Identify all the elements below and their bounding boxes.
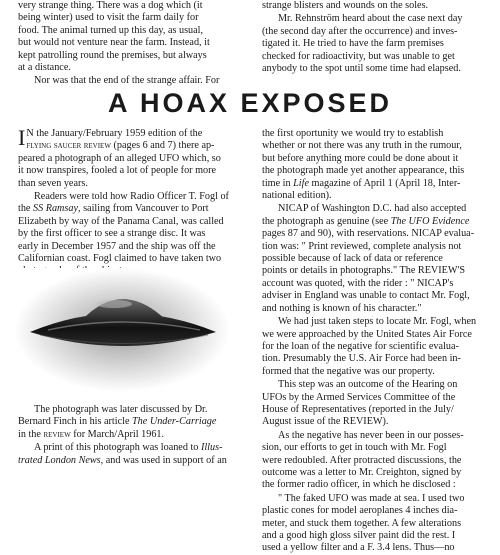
paragraph: " The faked UFO was made at sea. I used two plastic cones for model aeroplanes 4 inches dia- meter, and stuck them together. A few alterations and a good high gloss silver paint did the rest. I used a yellow filter and a F. 3.4 lens. Thus—no	[262, 492, 465, 554]
paragraph: Readers were told how Radio Officer T. Fogl of the SS Ramsay, sailing from Vancouver to Port Elizabeth by way of the Panama Canal, was called by the first officer to see a strange disc. It was early in December 1957 and the ship was off the Californian coast. Fogl claimed to have taken two	[18, 191, 229, 265]
ufo-disc-image	[18, 268, 247, 400]
drop-cap: I	[18, 125, 26, 150]
top-right-column	[262, 0, 490, 75]
article-headline: A HOAX EXPOSED	[107, 88, 393, 118]
paragraph: As the negative has never been in our posses- sion, our efforts to get in touch with Mr. Fogl were redoubled. After protracted discussions, the outcome was a letter to Mr. Creighton, signed by the former radio officer, in which he disclosed :	[262, 429, 464, 491]
paragraph: Nor was that the end of the strange affair. For	[34, 75, 220, 87]
paragraph: A print of this photograph was loaned to Illus- trated London News, and was used in support of an	[18, 442, 227, 466]
paragraph: This step was an outcome of the Hearing on UFOs by the Armed Services Committee of the House of Representatives (reported in the July/ August issue of the REVIEW).	[262, 379, 458, 428]
article-left-column-bottom	[18, 404, 247, 467]
top-left-column	[18, 0, 247, 88]
paragraph: NICAP of Washington D.C. had also accepted the photograph as genuine (see The UFO Evidence pages 87 and 90), with reservations. NICAP evalua- tion was: " Print reviewed, complete analysis not possible because of lack of data or reference points or details in photographs." The REVIEW'S account was quoted, with the rider : " NICAP's adviser in England was unable to contact Mr. Fogl, and nothing is known of his character."	[262, 203, 475, 314]
paragraph: the first oportunity we would try to establish whether or not there was any truth in the rumour, but before anything more could be done about it the photograph made yet another appearance, this time in Life magazine of April 1 (April 18, Inter- national edition).	[262, 128, 465, 202]
article-left-column	[18, 125, 247, 278]
paragraph: strange blisters and wounds on the soles.	[262, 0, 429, 11]
article-right-column	[262, 128, 490, 555]
paragraph: very strange thing. There was a dog which (it being winter) used to visit the farm daily for food. The animal turned up this day, as usual, but would not venture near the farm. Instead, it kept patrolling round the premises, but always at a distance.	[18, 0, 210, 74]
paragraph: The photograph was later discussed by Dr. Bernard Finch in his article The Under-Carriage in the review for March/April 1961.	[18, 404, 217, 440]
paragraph: Mr. Rehnström heard about the case next day (the second day after the occurrence) and inves- tigated it. He tried to have the farm premises checked for radioactivity, but was unable to get anybody to the spot until some time had elapsed.	[262, 13, 463, 75]
paragraph: I N the January/February 1959 edition of the flying saucer review (pages 6 and 7) there ap- peared a photograph of an alleged UFO which, so it now transpires, fooled a lot of people for more than seven years.	[18, 125, 221, 189]
paragraph: We had just taken steps to locate Mr. Fogl, when we were approached by the United States Air Force for the loan of the negative for scientific evalua- tion. Presumably the U.S. Air Force had been in- formed that the negative was our property.	[262, 316, 477, 377]
ufo-photograph	[18, 268, 247, 400]
